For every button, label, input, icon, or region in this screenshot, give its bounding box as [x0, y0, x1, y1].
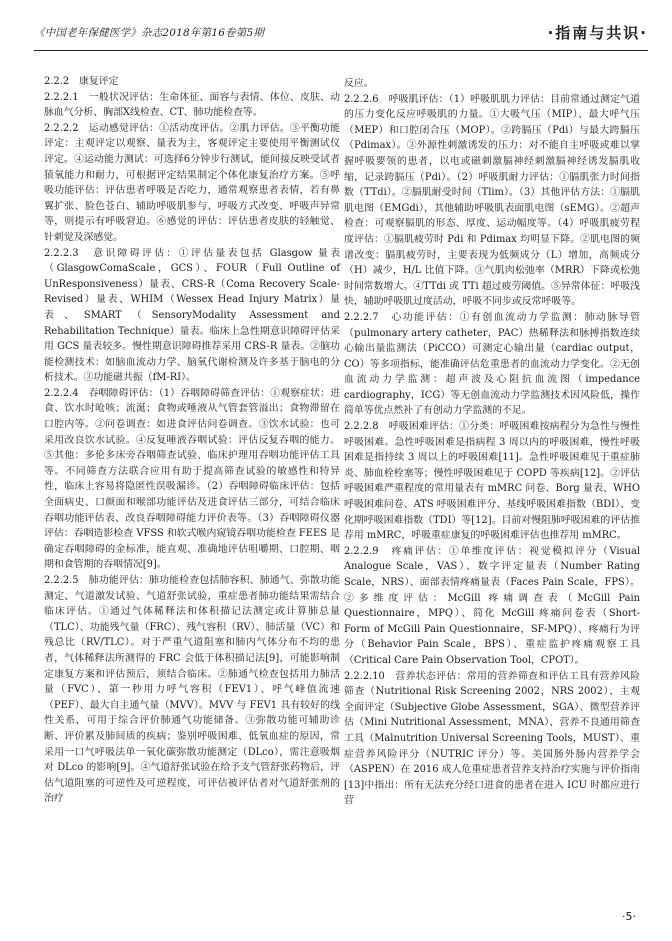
paragraph: 2.2.2.7 心功能评估：①有创血流动力学监测：肺动脉导管（pulmonary artery catheter，PAC）热稀释法和脉搏指数连续心输出量监测法（PiCCO）可测定心输出量（cardiac output，CO）等多项指标，能准确评估危重患者的血流动力学变化。②无创血流动力学监测：超声波及心阻抗血流图（impedance cardiography，ICG）等无创血流动力学监测技术因风险低，操作简单等优点然补了有创动力学监测的不足。	[344, 311, 640, 417]
paragraph: 2.2.2.6 呼吸肌评估：（1）呼吸肌肌力评估：目前常通过测定气道的压力变化反应呼吸肌的力量。①大吸气压（MIP）、最大呼气压（MEP）和口腔闭合压（MOP）。②跨膈压（Pdi）与最大跨膈压（Pdimax）。③外源性刺激诱发的压力：对不能自主呼吸或难以掌握呼吸要领的患者，以电或磁刺激膈神经刺激膈神经诱发膈肌收缩，记录跨膈压（Pdi）。（2）呼吸肌耐力评估：①膈肌张力时间指数（TTdi）。②膈肌耐受时间（Tlim）。（3）其他评估方法：①膈肌肌电图（EMGdi），其他辅助呼吸肌表面肌电图（sEMG）。②超声检查：可观察膈肌的形态、厚度、运动幅度等。（4）呼吸肌疲劳程度评估：①膈肌疲劳时 Pdi 和 Pdimax 均明显下降。②肌电图的频谱改变：膈肌疲劳时，主要表现为低频成分（L）增加，高频成分（H）减少，H/L 比值下降。③气肌肉松弛率（MRR）下降或松弛时间常数增大。④TTdi 或 TTi 超过疲劳阈值。⑤异常体征：呼吸浅快，辅助呼吸肌过度活动，呼吸不同步或反常呼吸等。	[344, 93, 640, 308]
paragraph: 2.2.2.3 意识障碍评估：①评估量表包括 Glasgow 量表（GlasgowComaScale，GCS）、FOUR（Full Outline of UnResponsiveness）量表、CRS-R（Coma Recovery Scale-Revised）量表、WHIM（Wessex Head Injury Matrix）量表、SMART（SensoryModality Assessment and Rehabilitation Technique）量表。临床上急性期意识障碍评估采用 GCS 量表较多。慢性期意识障碍推荐采用 CRS-R 量表。②脑功能检测技术：如脑血流动力学、脑氧代谢检测及许多基于脑电的分析技术。③功能磁共振（fM-RI）。	[44, 247, 340, 384]
section-tag: ·指南与共识·	[547, 23, 648, 42]
paragraph: 2.2.2.4 吞咽障碍评估：（1）吞咽障碍筛查评估：①观察症状：进食、饮水时呛咳；流涎；食物或唾液从气管套管溢出；食物滞留在口腔内等。②问卷调查：如进食评估问卷调查。③饮水试验：也可采用改良饮水试验。④反复唾液吞咽试验：评估反复吞咽的能力。⑤其他：多伦多床旁吞咽筛查试验、临床护理用吞咽功能评估工具等。不同筛查方法联合应用有助于提高筛查试验的敏感性和特异性，临床上容易将隐匿性误吸漏诊。（2）吞咽障碍临床评估：包括全面病史、口颜面和喉部功能评估及进食评估三部分，可结合临床吞咽功能评估表、改良吞咽障碍能力评价表等。（3）吞咽障碍仪器评估：吞咽造影检查 VFSS 和软式喉内窥镜吞咽功能检查 FEES 是确定吞咽障碍的金标准，能直观、准确地评估咀嚼期、口腔期、咽期和食管期的吞咽情况[9]。	[44, 387, 340, 571]
page-number: ·5·	[622, 910, 636, 923]
journal-citation: 《中国老年保健医学》杂志2018年第16卷第5期	[34, 26, 265, 39]
paragraph: 2.2.2.2 运动感觉评估：①活动度评估。②肌力评估。③平衡功能评定：主观评定以观察、量表为主，客观评定主要使用平衡测试仪评定。④运动能力测试：可选择6分钟步行测试，能间接反映受试者猿氧能力和耐力，可根据评定结果制定个体化康复治疗方案。⑤呼吸功能评估：评估患者呼吸是否吃力，通常观察患者表情，若有鼻翼扩张、脸色苍白、辅助呼吸肌参与、呼吸方式改变、呼吸声异常等，则提示有呼吸窘迫。⑥感觉的评估：评估患者皮肤的轻触觉、针刺觉及深感觉。	[44, 122, 340, 243]
running-header	[34, 18, 648, 46]
left-column	[44, 74, 340, 807]
paragraph: 2.2.2.9 疼痛评估：①单维度评估：视觉模拟评分（Visual Analogue Scale，VAS）、数字评定量表（Number Rating Scale，NRS）、面部表情疼痛量表（Faces Pain Scale，FPS）。②多维度评估：McGill 疼痛调查表（McGill Pain Questionnaire，MPQ）、简化 McGill 疼痛问卷表（Short-Form of McGill Pain Questionnaire，SF-MPQ）、疼痛行为评分（Behavior Pain Scale，BPS）、重症监护疼痛观察工具（Critical Care Pain Observation Tool，CPOT）。	[344, 545, 640, 666]
paragraph: 反应。	[344, 78, 374, 89]
paragraph: 2.2.2.5 肺功能评估：肺功能检查包括肺容积、肺通气、弥散功能测定、气道激发试验、气道舒张试验，重症患者肺功能结果需结合临床评估。①通过气体稀释法和体积描记法测定或计算肺总量（TLC）、功能残气量（FRC）、残气容积（RV）、肺活量（VC）和残总比（RV/TLC）。对于严重气道阻塞和肺内气体分布不均的患者，气体稀释法所测得的 FRC 会低于体积描记法[9]，可能影响制定康复方案和评估预后，须结合临床。②肺通气检查包括用力肺活量（FVC）、第一秒用力呼气容积（FEV1）、呼气峰值流速（PEF）、最大自主通气量（MVV）。MVV 与 FEV1 具有较好的线性关系，可用于综合评价肺通气功能储备。③弥散功能可辅助诊断、评价累及肺间质的疾病；鉴别呼吸困难、低氧血症的原因，常采用一口气呼吸法单一氧化碳弥散功能测定（DLco），需注意吸烟对 DLco 的影响[9]。④气道舒张试验在给予支气管舒张药物后，评估气道阻塞的可逆性及可逆程度，可评估被评估者对气道舒张剂的治疗	[44, 575, 340, 805]
paragraph: 2.2.2.10 营养状态评估：常用的营养筛查和评估工具有营养风险筛查（Nutritional Risk Screening 2002，NRS 2002）、主观全面评定（Subjective Globe Assessment，SGA）、微型营养评估（Mini Nutritional Assessment，MNA）、营养不良通用筛查工具（Malnutrition Universal Screening Tools，MUST）、重症营养风险评分（NUTRIC 评分）等。美国肠外肠内营养学会（ASPEN）在 2016 成人危重症患者营养支持治疗实施与评价指南[13]中指出：所有无法充分经口进食的患者在进入 ICU 时都应进行营	[344, 670, 640, 807]
paragraph: 2.2.2.1 一般状况评估：生命体征、面容与表情、体位、皮肤、动脉血气分析、胸部X线检查、CT、肺功能检查等。	[44, 91, 340, 119]
header-rule	[34, 50, 648, 51]
paragraph: 2.2.2.8 呼吸困难评估：①分类：呼吸困难按病程分为急性与慢性呼吸困难。急性呼吸困难是指病程 3 周以内的呼吸困难，慢性呼吸困难是指持续 3 周以上的呼吸困难[11]。急性呼吸困难见于重症肺炎、肺血栓栓塞等；慢性呼吸困难见于 COPD 等疾病[12]。②评估呼吸困难严重程度的常用量表有 mMRC 问卷、Borg 量表、WHO 呼吸困难问卷、ATS 呼吸困难评分、基线呼吸困难指数（BDI）、变化期呼吸困难指数（TDI）等[12]。目前对慢阻肺呼吸困难的评估推荐用 mMRC，呼吸重症康复的呼吸困难评估也推荐用 mMRC。	[344, 421, 640, 542]
section-heading: 2.2.2 康复评定	[44, 76, 119, 87]
right-column	[344, 76, 640, 809]
